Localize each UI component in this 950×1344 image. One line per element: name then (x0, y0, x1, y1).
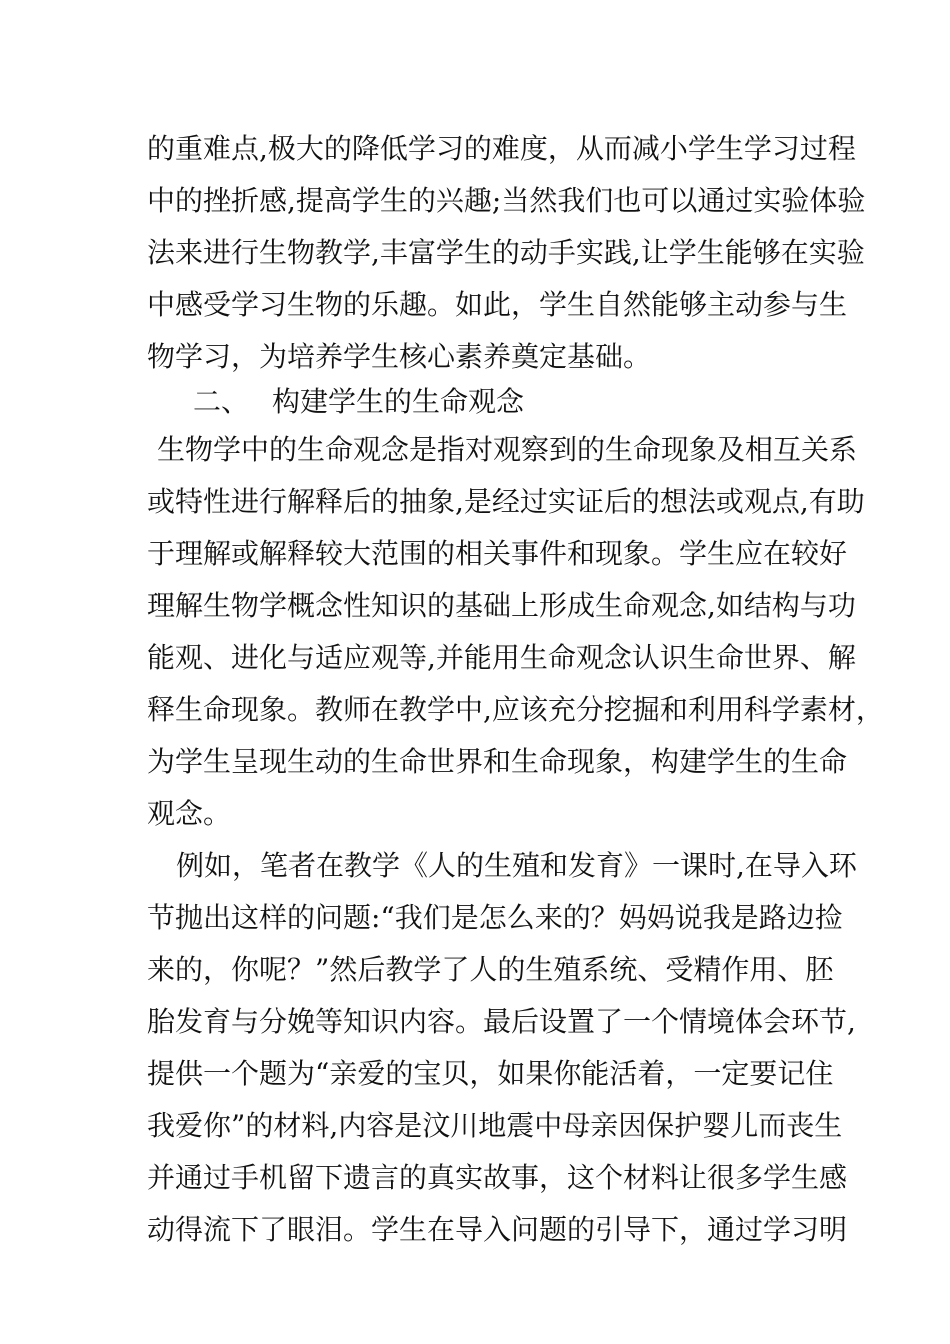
paragraph-line: 观念。 (147, 797, 232, 830)
paragraph-line: 来的，你呢？”然后教学了人的生殖系统、受精作用、胚 (147, 953, 834, 986)
paragraph-line: 我爱你”的材料,内容是汶川地震中母亲因保护婴儿而丧生 (147, 1109, 843, 1142)
paragraph-line: 为学生呈现生动的生命世界和生命现象，构建学生的生命 (147, 745, 848, 778)
paragraph-line: 例如，笔者在教学《人的生殖和发育》一课时,在导入环 (176, 849, 857, 882)
section-heading-title: 构建学生的生命观念 (272, 385, 525, 418)
paragraph-line: 法来进行生物教学,丰富学生的动手实践,让学生能够在实验 (147, 236, 865, 269)
paragraph-line: 理解生物学概念性知识的基础上形成生命观念,如结构与功 (147, 589, 856, 622)
paragraph-line: 生物学中的生命观念是指对观察到的生命现象及相互关系 (157, 433, 858, 466)
paragraph-line: 胎发育与分娩等知识内容。最后设置了一个情境体会环节, (147, 1005, 856, 1038)
section-heading-number: 二、 (193, 385, 250, 418)
paragraph-line: 节抛出这样的问题:“我们是怎么来的？妈妈说我是路边捡 (147, 901, 843, 934)
paragraph-line: 并通过手机留下遗言的真实故事，这个材料让很多学生感 (147, 1161, 848, 1194)
paragraph-line: 的重难点,极大的降低学习的难度，从而减小学生学习过程 (147, 132, 856, 165)
paragraph-line: 动得流下了眼泪。学生在导入问题的引导下，通过学习明 (147, 1213, 848, 1246)
paragraph-line: 物学习，为培养学生核心素养奠定基础。 (147, 340, 652, 373)
paragraph-line: 于理解或解释较大范围的相关事件和现象。学生应在较好 (147, 537, 848, 570)
paragraph-line: 中的挫折感,提高学生的兴趣;当然我们也可以通过实验体验 (147, 184, 866, 217)
paragraph-line: 能观、进化与适应观等,并能用生命观念认识生命世界、解 (147, 641, 856, 674)
paragraph-line: 提供一个题为“亲爱的宝贝，如果你能活着，一定要记住 (147, 1057, 834, 1090)
paragraph-line: 释生命现象。教师在教学中,应该充分挖掘和利用科学素材， (147, 693, 884, 726)
paragraph-line: 或特性进行解释后的抽象,是经过实证后的想法或观点,有助 (147, 485, 865, 518)
paragraph-line: 中感受学习生物的乐趣。如此，学生自然能够主动参与生 (147, 288, 848, 321)
